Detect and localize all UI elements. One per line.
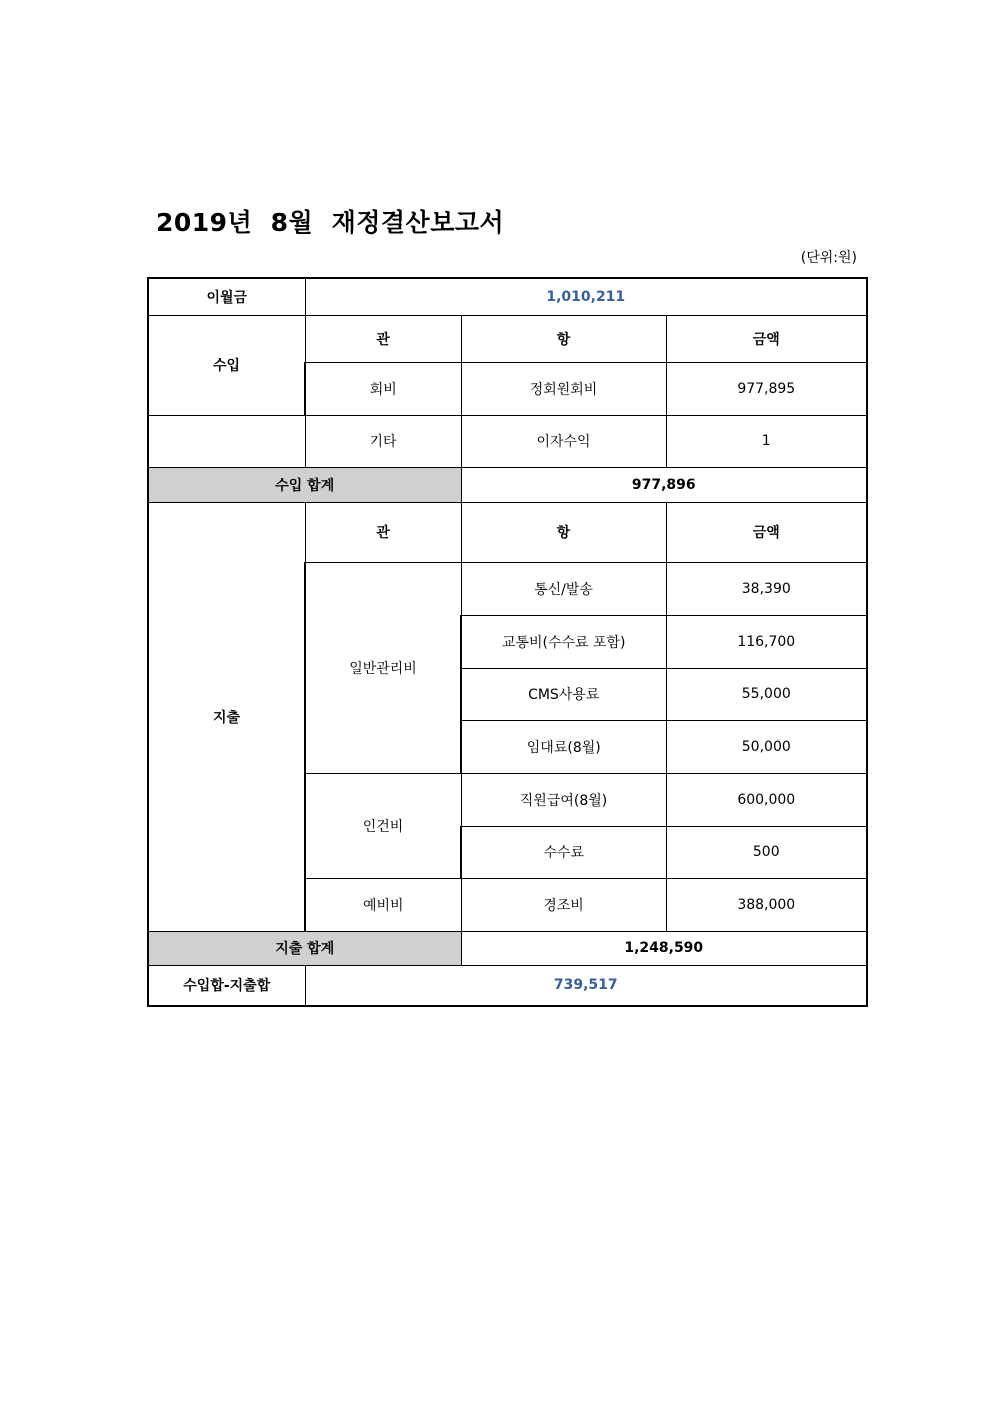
expense-amount: 116,700 [666, 615, 867, 668]
net-value: 739,517 [305, 965, 867, 1006]
expense-section-label: 지출 [148, 502, 305, 931]
expense-hang: 임대료(8월) [461, 720, 666, 773]
expense-header-gwan: 관 [305, 502, 461, 562]
income-amount: 977,895 [666, 362, 867, 415]
income-header-row [148, 315, 867, 362]
net-row [148, 965, 867, 1006]
income-section-label: 수입 [148, 315, 305, 415]
expense-gwan: 일반관리비 [305, 562, 461, 773]
income-hang: 정회원회비 [461, 362, 666, 415]
expense-hang: 통신/발송 [461, 562, 666, 615]
income-amount: 1 [666, 415, 867, 467]
expense-amount: 38,390 [666, 562, 867, 615]
income-total-label: 수입 합계 [148, 467, 461, 502]
unit-note: (단위:원) [800, 250, 857, 266]
expense-amount: 55,000 [666, 668, 867, 720]
expense-amount: 600,000 [666, 773, 867, 826]
expense-hang: 교통비(수수료 포함) [461, 615, 666, 668]
expense-gwan: 예비비 [305, 878, 461, 931]
income-header-amount: 금액 [666, 315, 867, 362]
income-gwan: 기타 [305, 415, 461, 467]
expense-total-row [148, 931, 867, 965]
expense-amount: 388,000 [666, 878, 867, 931]
expense-hang: 경조비 [461, 878, 666, 931]
expense-hang: CMS사용료 [461, 668, 666, 720]
income-hang: 이자수익 [461, 415, 666, 467]
net-label: 수입합-지출합 [148, 965, 305, 1006]
expense-gwan: 인건비 [305, 773, 461, 878]
income-header-gwan: 관 [305, 315, 461, 362]
income-gwan: 회비 [305, 362, 461, 415]
finance-report-table [147, 277, 868, 1007]
income-header-hang: 항 [461, 315, 666, 362]
expense-hang: 직원급여(8월) [461, 773, 666, 826]
page-title: 2019년 8월 재정결산보고서 [156, 208, 505, 237]
balance-label: 이월금 [148, 278, 305, 315]
balance-row [148, 278, 867, 315]
income-row [148, 415, 867, 467]
expense-amount: 500 [666, 826, 867, 878]
expense-header-amount: 금액 [666, 502, 867, 562]
expense-amount: 50,000 [666, 720, 867, 773]
balance-value: 1,010,211 [305, 278, 867, 315]
income-total-value: 977,896 [461, 467, 867, 502]
expense-total-value: 1,248,590 [461, 931, 867, 965]
expense-total-label: 지출 합계 [148, 931, 461, 965]
expense-hang: 수수료 [461, 826, 666, 878]
income-total-row [148, 467, 867, 502]
expense-header-hang: 항 [461, 502, 666, 562]
income-empty-cell [148, 415, 305, 467]
expense-header-row [148, 502, 867, 562]
